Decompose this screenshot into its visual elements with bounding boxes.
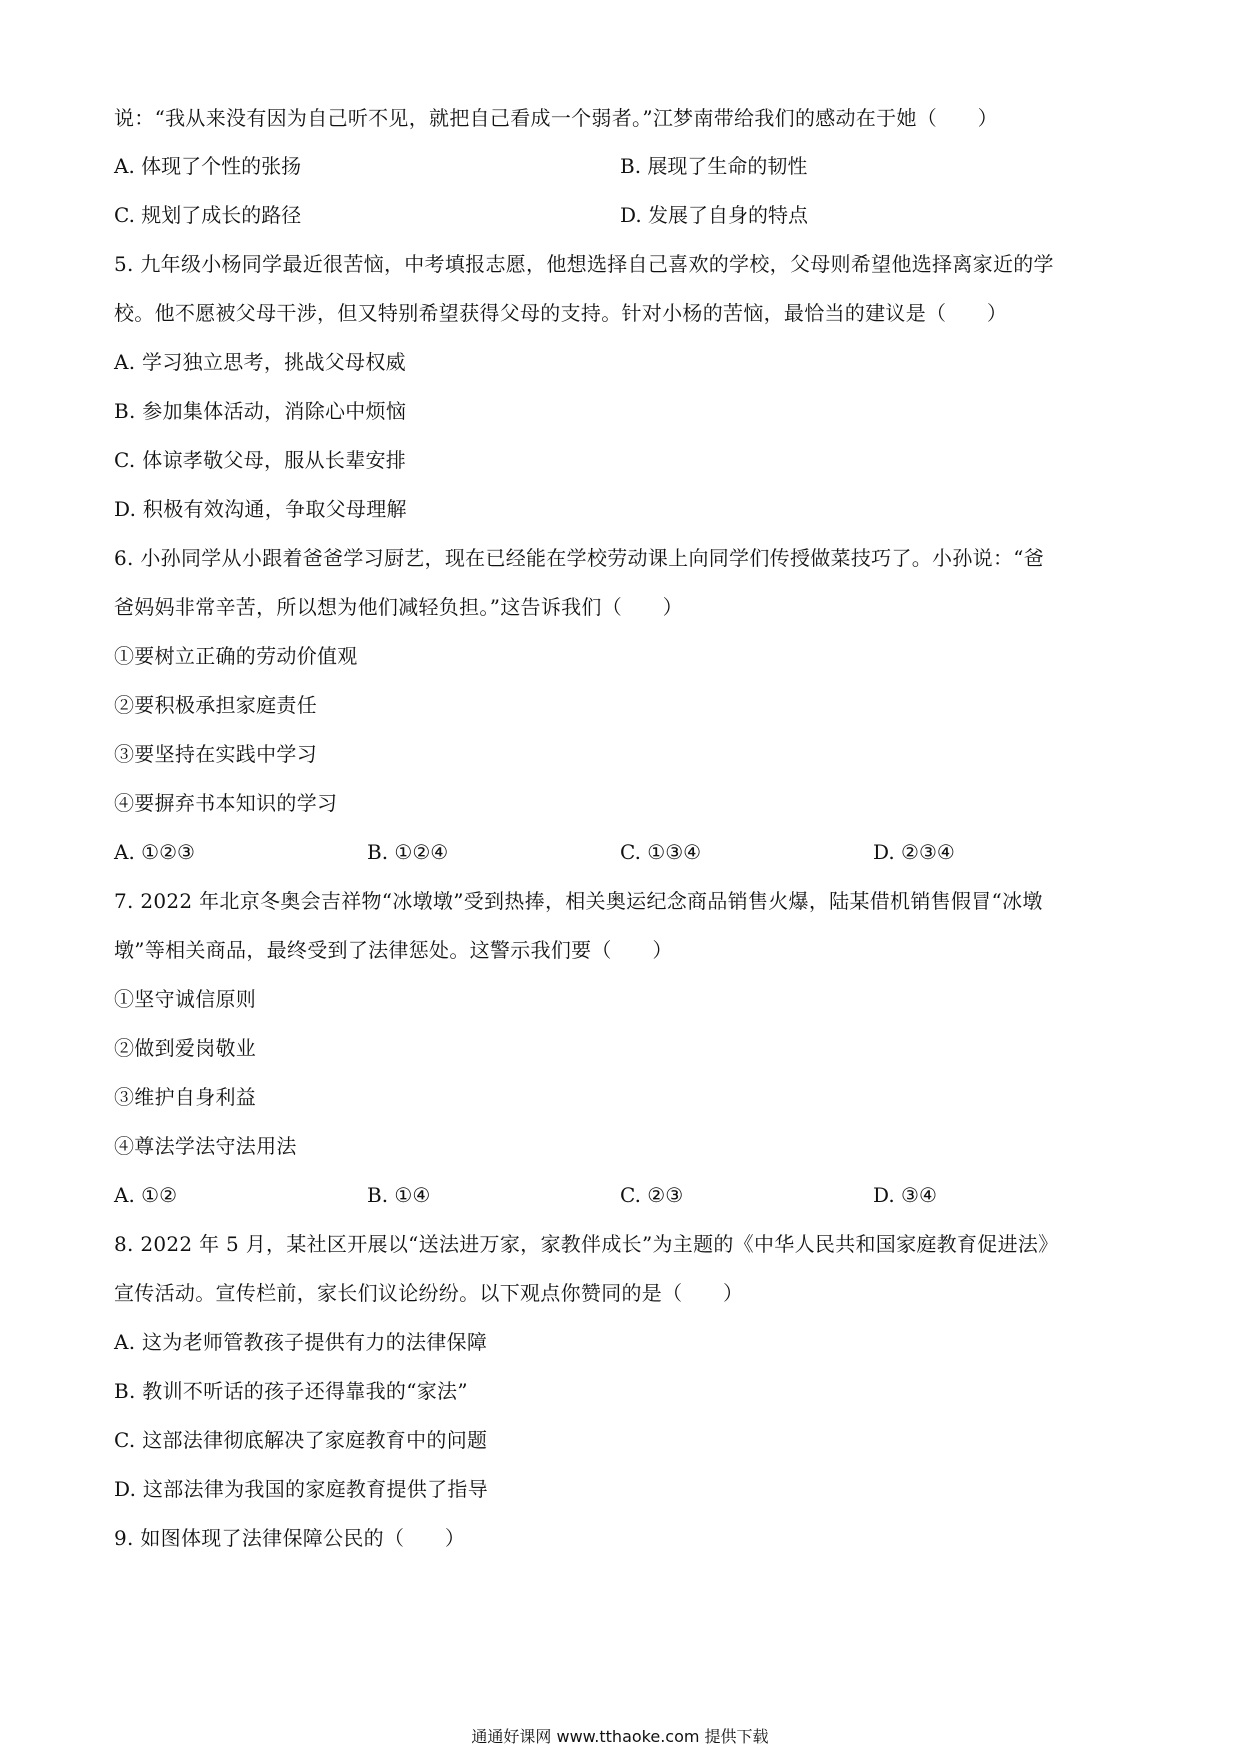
q5-option-c: C. 体谅孝敬父母，服从长辈安排 (114, 448, 407, 472)
q7-option-b: B. ①④ (367, 1183, 431, 1207)
page-footer: 通通好课网 www.tthaoke.com 提供下载 (471, 1727, 769, 1746)
q8-option-b: B. 教训不听话的孩子还得靠我的“家法” (114, 1379, 468, 1403)
q7-item-4: ④尊法学法守法用法 (114, 1134, 297, 1158)
q6-stem-line1: 6. 小孙同学从小跟着爸爸学习厨艺，现在已经能在学校劳动课上向同学们传授做菜技巧了。小孙说：“爸 (114, 546, 1045, 570)
q5-stem-line2: 校。他不愿被父母干涉，但又特别希望获得父母的支持。针对小杨的苦恼，最恰当的建议是（ ） (114, 301, 1008, 325)
q8-option-a: A. 这为老师管教孩子提供有力的法律保障 (114, 1330, 488, 1354)
q7-item-2: ②做到爱岗敬业 (114, 1036, 257, 1060)
q6-option-a: A. ①②③ (114, 840, 195, 864)
q6-stem-line2: 爸妈妈非常辛苦，所以想为他们减轻负担。”这告诉我们（ ） (114, 595, 683, 619)
q7-item-3: ③维护自身利益 (114, 1085, 257, 1109)
q7-item-1: ①坚守诚信原则 (114, 987, 257, 1011)
q4-stem-tail: 说：“我从来没有因为自己听不见，就把自己看成一个弱者。”江梦南带给我们的感动在于她（ ） (114, 106, 998, 130)
q4-option-b: B. 展现了生命的韧性 (620, 154, 808, 178)
q7-stem-line1: 7. 2022 年北京冬奥会吉祥物“冰墩墩”受到热捧，相关奥运纪念商品销售火爆，陆某借机销售假冒“冰墩 (114, 889, 1043, 913)
q8-option-c: C. 这部法律彻底解决了家庭教育中的问题 (114, 1428, 488, 1452)
q6-item-3: ③要坚持在实践中学习 (114, 742, 317, 766)
q6-item-2: ②要积极承担家庭责任 (114, 693, 317, 717)
q5-option-b: B. 参加集体活动，消除心中烦恼 (114, 399, 407, 423)
q6-option-d: D. ②③④ (873, 840, 955, 864)
q6-item-1: ①要树立正确的劳动价值观 (114, 644, 358, 668)
q7-stem-line2: 墩”等相关商品，最终受到了法律惩处。这警示我们要（ ） (114, 938, 673, 962)
q6-option-b: B. ①②④ (367, 840, 449, 864)
q5-stem-line1: 5. 九年级小杨同学最近很苦恼，中考填报志愿，他想选择自己喜欢的学校，父母则希望他选择离家近的学 (114, 252, 1054, 276)
q7-option-a: A. ①② (114, 1183, 178, 1207)
q8-option-d: D. 这部法律为我国的家庭教育提供了指导 (114, 1477, 489, 1501)
q5-option-d: D. 积极有效沟通，争取父母理解 (114, 497, 407, 521)
q4-option-c: C. 规划了成长的路径 (114, 203, 302, 227)
q5-option-a: A. 学习独立思考，挑战父母权威 (114, 350, 406, 374)
q6-option-c: C. ①③④ (620, 840, 702, 864)
q9-stem: 9. 如图体现了法律保障公民的（ ） (114, 1526, 466, 1550)
q8-stem-line1: 8. 2022 年 5 月，某社区开展以“送法进万家，家教伴成长”为主题的《中华人民共和国家庭教育促进法》 (114, 1232, 1059, 1256)
q8-stem-line2: 宣传活动。宣传栏前，家长们议论纷纷。以下观点你赞同的是（ ） (114, 1281, 744, 1305)
q6-item-4: ④要摒弃书本知识的学习 (114, 791, 338, 815)
q7-option-d: D. ③④ (873, 1183, 937, 1207)
q7-option-c: C. ②③ (620, 1183, 684, 1207)
q4-option-d: D. 发展了自身的特点 (620, 203, 809, 227)
q4-option-a: A. 体现了个性的张扬 (114, 154, 302, 178)
